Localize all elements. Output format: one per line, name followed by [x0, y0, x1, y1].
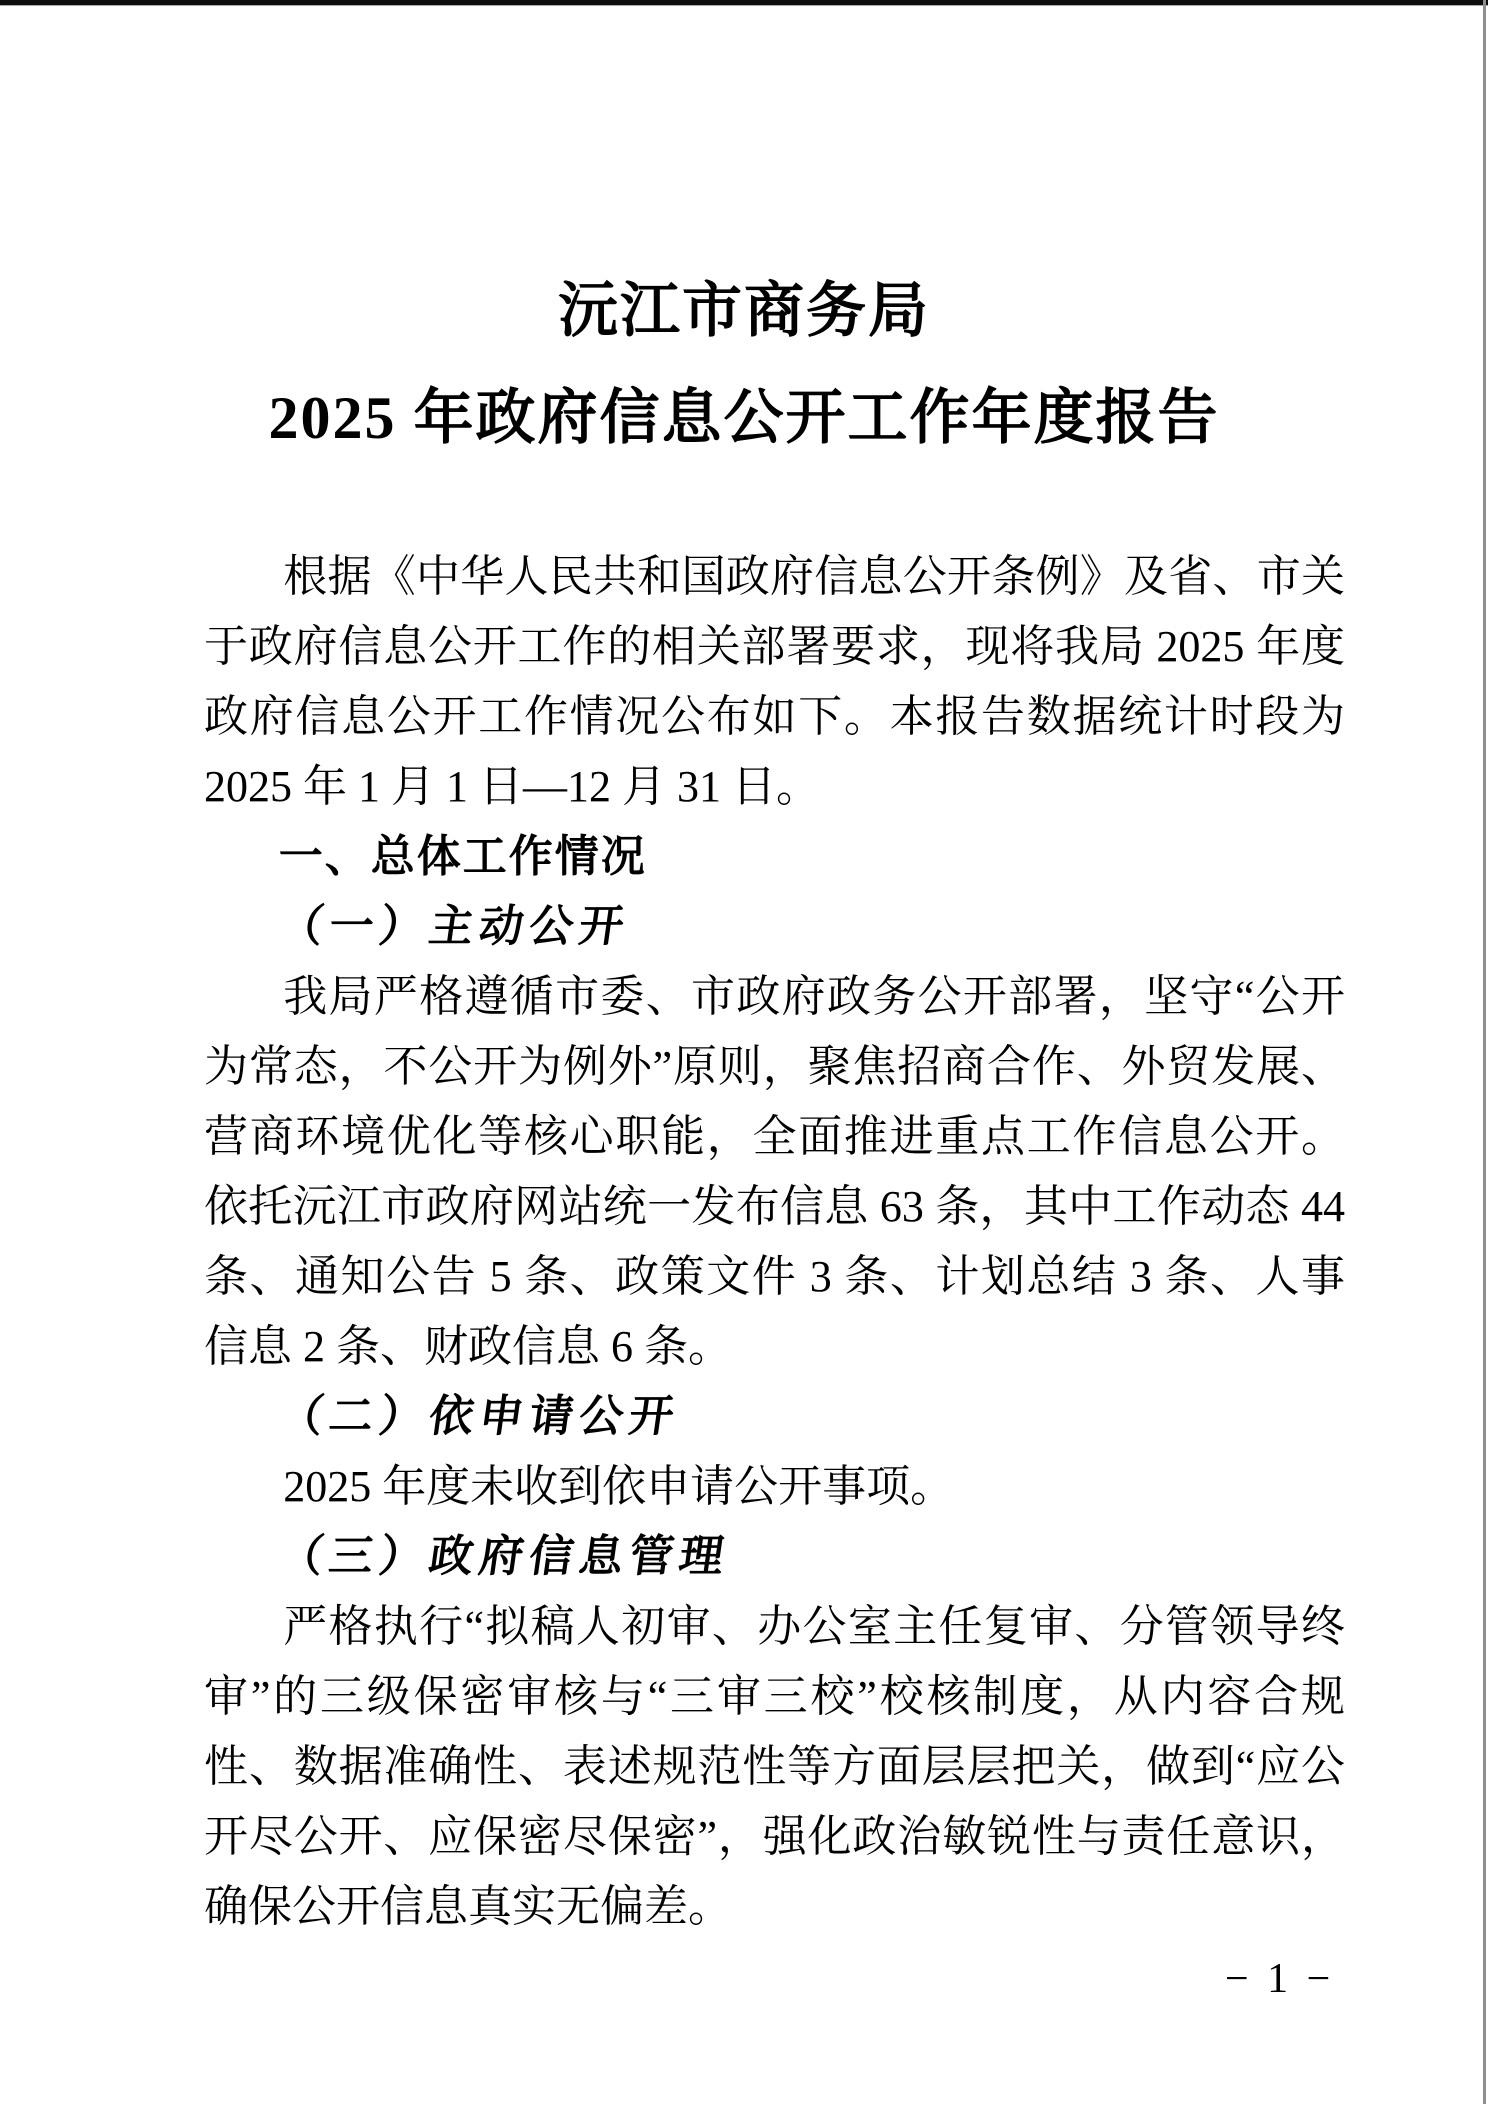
paragraph-proactive-disclosure: 我局严格遵循市委、市政府政务公开部署，坚守“公开为常态，不公开为例外”原则，聚焦招商合作、外贸发展、营商环境优化等核心职能，全面推进重点工作信息公开。依托沅江市政府网站统一发布信息 63 条，其中工作动态 44 条、通知公告 5 条、政策文件 3 条、计划总结 3 条、人事信息 2 条、财政信息 6 条。 — [204, 972, 1345, 1371]
paragraph-intro: 根据《中华人民共和国政府信息公开条例》及省、市关于政府信息公开工作的相关部署要求，现将我局 2025 年度政府信息公开工作情况公布如下。本报告数据统计时段为 2025 年 1 月 1 日—12 月 31 日。 — [204, 552, 1345, 811]
paragraph-disclosure-upon-request: 2025 年度未收到依申请公开事项。 — [283, 1462, 955, 1511]
subheading-information-management: （三）政府信息管理 — [275, 1532, 733, 1581]
subheading-proactive-disclosure: （一）主动公开 — [275, 902, 633, 951]
document-title — [0, 258, 1488, 472]
subheading-disclosure-upon-request: （二）依申请公开 — [275, 1392, 683, 1441]
page-number: − 1 − — [1225, 1956, 1335, 2002]
paragraph-information-management: 严格执行“拟稿人初审、办公室主任复审、分管领导终审”的三级保密审核与“三审三校”校核制度，从内容合规性、数据准确性、表述规范性等方面层层把关，做到“应公开尽公开、应保密尽保密”，强化政治敏锐性与责任意识，确保公开信息真实无偏差。 — [204, 1602, 1345, 1931]
title-line-1: 沅江市商务局 — [558, 278, 930, 344]
top-border-bar — [0, 0, 1488, 6]
document-body — [204, 542, 1345, 1942]
title-line-2: 2025 年政府信息公开工作年度报告 — [268, 385, 1220, 451]
section-heading-overall-work: 一、总体工作情况 — [278, 832, 647, 881]
